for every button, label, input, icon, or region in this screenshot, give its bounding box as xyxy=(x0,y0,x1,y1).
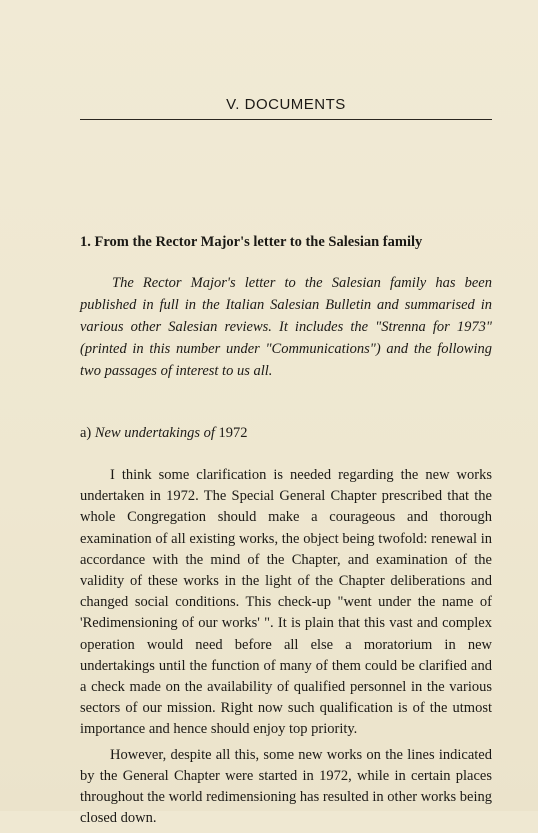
header-rule xyxy=(80,119,492,120)
body-paragraph: I think some clarification is needed regarding the new works undertaken in 1972. The Special General Chapter prescribed that the whole Congregation should make a courageous and thorough examination of all existing works, the object being twofold: renewal in accordance with the mind of the Chapter, and examination of the validity of these works in the light of the Chapter deliberations and changed social conditions. This check-up "went under the name of 'Redimensioning of our works' ". It is plain that this vast and complex operation would need before all else a moratorium in new undertakings until the function of many of them could be clarified and a check made on the availability of qualified personnel in the various sectors of our mission. Right now such qualification is of the utmost importance and hence should enjoy top priority. xyxy=(80,467,492,738)
subsection-title: New undertakings of xyxy=(94,425,215,441)
section-title: 1. From the Rector Major's letter to the Salesian family xyxy=(80,234,423,250)
subsection-heading xyxy=(80,425,492,442)
intro-paragraph: The Rector Major's letter to the Salesian family has been published in full in the Italian Salesian Bulletin and summarised in various other Salesian reviews. It includes the "Strenna for 1973" (printed in this number under "Communications") and the following two passages of interest to us all. xyxy=(80,275,492,379)
subsection-year: 1972 xyxy=(214,425,248,441)
page-header: V. DOCUMENTS xyxy=(226,96,346,113)
subsection-prefix: a) xyxy=(80,425,95,441)
body-text xyxy=(80,465,492,833)
body-paragraph: However, despite all this, some new works on the lines indicated by the General Chapter were started in 1972, while in certain places throughout the world redimensioning has resulted in other works being closed down. xyxy=(80,746,492,827)
